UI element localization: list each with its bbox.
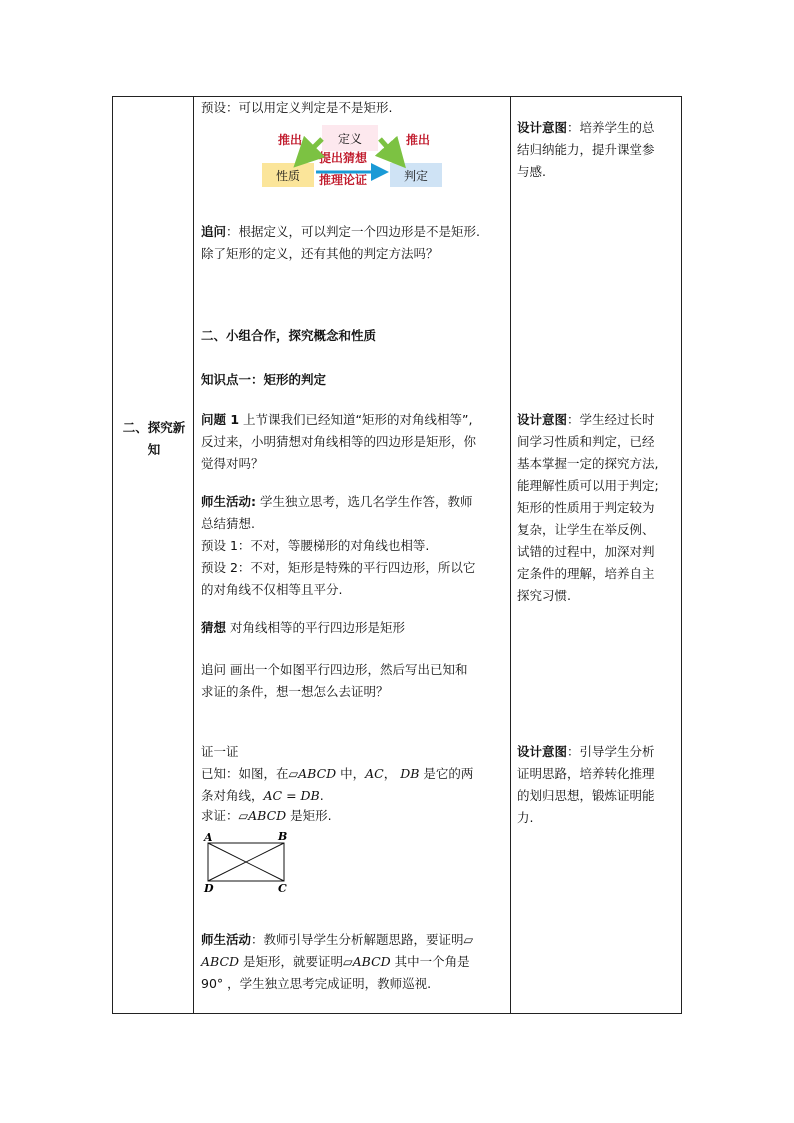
known-text-a: 已知：如图，在 — [201, 766, 289, 781]
design3-line1 — [517, 741, 655, 762]
definition-box: 定义 — [322, 125, 378, 151]
activity2-text-2b: 是矩形，就要证明 — [239, 954, 344, 969]
prove-title: 证一证 — [201, 744, 239, 759]
stage-label-line2: 知 — [147, 442, 161, 457]
concept-diagram — [262, 125, 452, 189]
rectangle-figure — [202, 831, 292, 893]
design2-text1: ：学生经过长时 — [567, 412, 655, 427]
derive-right-label: 推出 — [406, 133, 431, 147]
process-cell — [194, 97, 511, 1014]
guess-text: 对角线相等的平行四边形是矩形 — [226, 620, 405, 635]
activity1-line2: 总结猜想. — [201, 516, 255, 531]
conjecture-label: 提出猜想 — [319, 151, 368, 165]
stage-label-line1: 二、探究新 — [122, 420, 186, 435]
stage-label — [121, 417, 187, 461]
design2-line5: 矩形的性质用于判定较为 — [517, 500, 655, 515]
activity1-text1: 学生独立思考，选几名学生作答，教师 — [256, 494, 473, 509]
known2-text-c: . — [319, 788, 324, 803]
design3-label: 设计意图 — [517, 744, 568, 759]
stage-cell — [113, 97, 194, 1014]
question1-line1 — [201, 409, 472, 430]
question1-line2: 反过来，小明猜想对角线相等的四边形是矩形，你 — [201, 434, 477, 449]
design3-text1: ：引导学生分析 — [567, 744, 655, 759]
activity2-text-2d: 其中一个角是 — [390, 954, 470, 969]
prove-text-c: 是矩形. — [286, 808, 332, 823]
followup-line2: 除了矩形的定义，还有其他的判定方法吗？ — [201, 246, 439, 261]
prove-text-a: 求证： — [201, 808, 239, 823]
preset1: 预设 1：不对，等腰梯形的对角线也相等. — [201, 538, 430, 553]
design2-line7: 试错的过程中，加深对判 — [517, 544, 655, 559]
design3-line4: 力. — [517, 810, 534, 825]
followup-label: 追问 — [201, 224, 227, 239]
reasoning-label: 推理论证 — [319, 173, 368, 187]
activity2-line2 — [201, 951, 470, 972]
guess-line — [201, 617, 405, 638]
design2-line9: 探究习惯. — [517, 588, 571, 603]
known-line1 — [201, 763, 473, 784]
design1-text1: ：培养学生的总 — [567, 120, 655, 135]
question1-text1: 上节课我们已经知道“矩形的对角线相等”, — [239, 412, 473, 427]
prove-line — [201, 805, 332, 826]
design2-line3: 基本掌握一定的探究方法, — [517, 456, 659, 471]
known2-text-b: AC = DB — [263, 788, 320, 803]
followup-text1: ：根据定义，可以判定一个四边形是不是矩形. — [226, 224, 480, 239]
preset2-line2: 的对角线不仅相等且平分. — [201, 582, 343, 597]
activity2-text-2a: ABCD — [201, 954, 240, 969]
known-text-e: ， — [383, 766, 401, 781]
activity1-line1 — [201, 491, 472, 512]
derive-left-label: 推出 — [278, 133, 303, 147]
preset2-line1: 预设 2：不对，矩形是特殊的平行四边形，所以它 — [201, 560, 476, 575]
ask2-line1: 追问 画出一个如图平行四边形，然后写出已知和 — [201, 662, 468, 677]
parallelogram-symbol: ▱ — [238, 808, 249, 823]
known-text-b: ABCD — [298, 766, 337, 781]
design2-line4: 能理解性质可以用于判定; — [517, 478, 659, 493]
property-box: 性质 — [262, 163, 314, 187]
parallelogram-symbol: ▱ — [463, 932, 474, 947]
table-row — [113, 97, 682, 1014]
arrow-def-to-property — [304, 139, 322, 157]
design1-line3: 与感. — [517, 164, 546, 179]
ask2-line2: 求证的条件，想一想怎么去证明？ — [201, 684, 389, 699]
section-title: 二、小组合作，探究概念和性质 — [201, 328, 377, 343]
knowledge-point-title: 知识点一：矩形的判定 — [201, 372, 327, 387]
design3-line3: 的划归思想，锻炼证明能 — [517, 788, 655, 803]
known2-text-a: 条对角线， — [201, 788, 264, 803]
prove-text-b: ABCD — [248, 808, 287, 823]
question1-label: 问题 1 — [201, 412, 240, 427]
known-text-f: DB — [400, 766, 420, 781]
preset-top: 预设：可以用定义判定是不是矩形. — [201, 100, 393, 115]
activity2-label: 师生活动 — [201, 932, 252, 947]
activity2-text-2c: ABCD — [352, 954, 391, 969]
activity1-label: 师生活动: — [201, 494, 256, 509]
guess-label: 猜想 — [201, 620, 227, 635]
design1-line2: 结归纳能力，提升课堂参 — [517, 142, 655, 157]
activity2-line1 — [201, 929, 473, 950]
question1-line3: 觉得对吗？ — [201, 456, 264, 471]
activity2-line3: 90° ，学生独立思考完成证明，教师巡视. — [201, 976, 432, 991]
design2-line2: 间学习性质和判定，已经 — [517, 434, 655, 449]
design2-label: 设计意图 — [517, 412, 568, 427]
design-intent-cell — [511, 97, 682, 1014]
judgement-box: 判定 — [390, 163, 442, 187]
diagram-arrows — [262, 125, 452, 189]
followup-line1 — [201, 221, 480, 242]
design2-line6: 复杂，让学生在举反例、 — [517, 522, 655, 537]
known-text-d: AC — [365, 766, 384, 781]
known-text-c: 中， — [336, 766, 366, 781]
design1-label: 设计意图 — [517, 120, 568, 135]
known-text-g: 是它的两 — [419, 766, 474, 781]
parallelogram-symbol: ▱ — [288, 766, 299, 781]
design1-line1 — [517, 117, 655, 138]
parallelogram-symbol: ▱ — [343, 954, 353, 969]
vertex-label-b: B — [278, 831, 288, 843]
design2-line8: 定条件的理解，培养自主 — [517, 566, 655, 581]
vertex-label-c: C — [278, 882, 287, 893]
lesson-table — [112, 96, 682, 1014]
arrow-def-to-judgement — [380, 139, 396, 157]
activity2-text1: ：教师引导学生分析解题思路，要证明 — [251, 932, 464, 947]
design2-line1 — [517, 409, 655, 430]
vertex-label-d: D — [204, 882, 214, 893]
vertex-label-a: A — [204, 831, 213, 844]
known-line2 — [201, 785, 324, 806]
design3-line2: 证明思路，培养转化推理 — [517, 766, 655, 781]
